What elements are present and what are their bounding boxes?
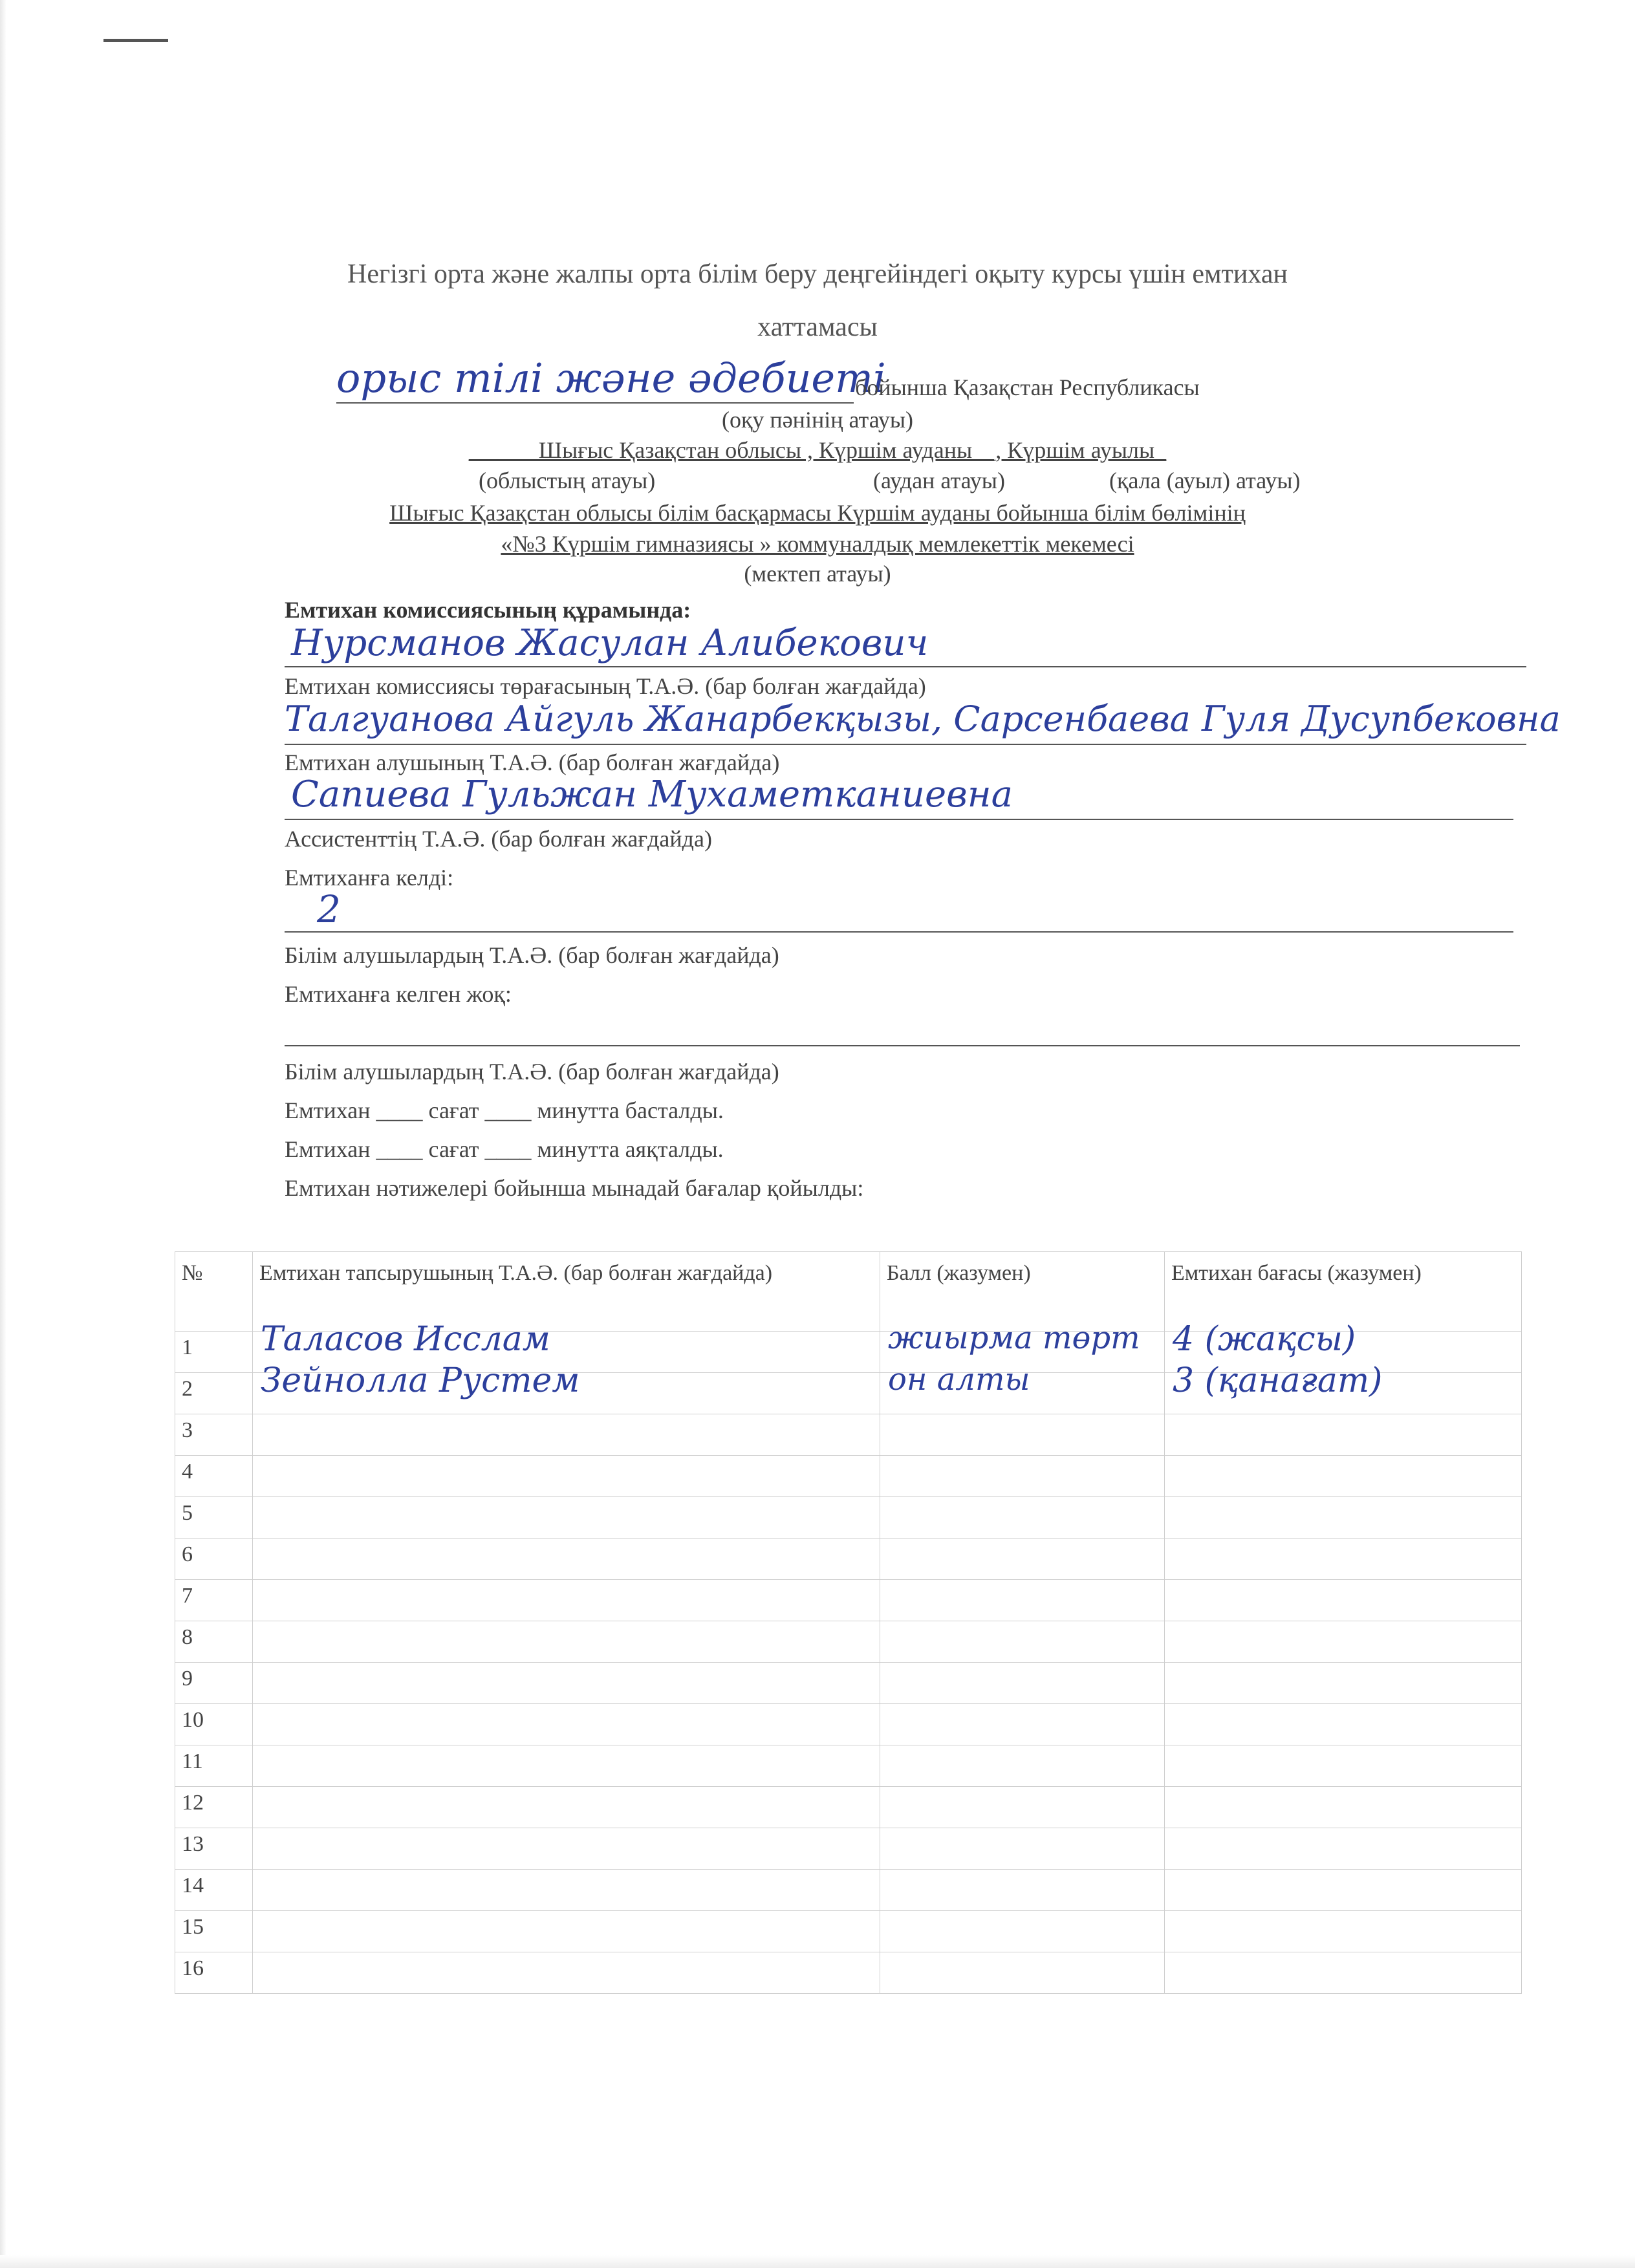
subject-caption: (оқу пәнінің атауы) — [721, 407, 914, 433]
subject-suffix: бойынша Қазақстан Республикасы — [855, 374, 1200, 400]
row-number: 16 — [175, 1952, 253, 1994]
student-name-cell — [253, 1497, 880, 1539]
student-name-handwritten: Таласов Исслам — [261, 1320, 550, 1359]
table-row — [175, 1373, 1522, 1414]
header-score: Балл (жазумен) — [880, 1252, 1165, 1332]
row-number: 10 — [175, 1704, 253, 1745]
student-name-cell — [253, 1787, 880, 1828]
results-table — [175, 1251, 1522, 1994]
school-caption: (мектеп атауы) — [744, 561, 891, 587]
score-cell — [880, 1621, 1165, 1663]
score-cell — [880, 1361, 1165, 1414]
score-cell — [880, 1663, 1165, 1704]
table-row — [175, 1621, 1522, 1663]
attended-caption: Білім алушылардың Т.А.Ә. (бар болған жағдайда) — [285, 942, 779, 968]
header-grade: Емтихан бағасы (жазумен) — [1165, 1252, 1522, 1332]
row-number: 1 — [175, 1332, 253, 1373]
absent-label: Емтиханға келген жоқ: — [285, 981, 512, 1007]
row-number: 3 — [175, 1414, 253, 1456]
score-cell — [880, 1539, 1165, 1580]
student-name-cell — [253, 1870, 880, 1911]
score-cell — [880, 1497, 1165, 1539]
score-cell — [880, 1870, 1165, 1911]
attended-label: Емтиханға келді: — [285, 865, 454, 891]
grade-cell — [1165, 1952, 1522, 1994]
region-caption-oblast: (облыстың атауы) — [479, 468, 656, 493]
table-row — [175, 1539, 1522, 1580]
table-row — [175, 1663, 1522, 1704]
grade-cell — [1165, 1361, 1522, 1414]
exam-start-line: Емтихан ____ сағат ____ минутта басталды. — [285, 1097, 724, 1123]
student-name-cell — [253, 1828, 880, 1870]
table-row — [175, 1787, 1522, 1828]
score-handwritten: жиырма төрт — [888, 1320, 1140, 1356]
exam-end-line: Емтихан ____ сағат ____ минутта аяқталды. — [285, 1136, 724, 1162]
grade-cell — [1165, 1745, 1522, 1787]
row-number: 9 — [175, 1663, 253, 1704]
examiners-caption: Емтихан алушының Т.А.Ә. (бар болған жағдайда) — [285, 750, 780, 775]
score-cell — [880, 1745, 1165, 1787]
document-title-line1: Негізгі орта және жалпы орта білім беру деңгейіндегі оқыту курсы үшін емтихан — [347, 259, 1288, 289]
scan-bottom-edge — [0, 2255, 1635, 2268]
student-name-cell — [253, 1621, 880, 1663]
score-cell — [880, 1828, 1165, 1870]
score-cell — [880, 1704, 1165, 1745]
table-row — [175, 1456, 1522, 1497]
attended-fill-line — [285, 931, 1513, 933]
grade-cell — [1165, 1456, 1522, 1497]
grade-handwritten: 4 (жақсы) — [1173, 1320, 1356, 1359]
student-name-cell — [253, 1704, 880, 1745]
chair-name-handwritten: Нурсманов Жасулан Алибекович — [291, 622, 929, 664]
row-number: 14 — [175, 1870, 253, 1911]
table-row — [175, 1870, 1522, 1911]
student-name-cell — [253, 1580, 880, 1621]
commission-heading: Емтихан комиссиясының құрамында: — [285, 597, 691, 623]
student-name-cell — [253, 1663, 880, 1704]
absent-fill-line — [285, 1045, 1520, 1046]
table-row — [175, 1828, 1522, 1870]
grade-cell — [1165, 1539, 1522, 1580]
grade-cell — [1165, 1828, 1522, 1870]
grade-cell — [1165, 1497, 1522, 1539]
grade-cell — [1165, 1787, 1522, 1828]
grades-intro-line: Емтихан нәтижелері бойынша мынадай бағалар қойылды: — [285, 1175, 864, 1201]
student-name-cell — [253, 1361, 880, 1414]
row-number: 6 — [175, 1539, 253, 1580]
header-number: № — [175, 1252, 253, 1332]
row-number: 13 — [175, 1828, 253, 1870]
row-number: 8 — [175, 1621, 253, 1663]
grade-cell — [1165, 1911, 1522, 1952]
subject-handwritten: орыс тілі және әдебиеті — [336, 354, 886, 402]
score-cell — [880, 1580, 1165, 1621]
table-row — [175, 1497, 1522, 1539]
table-row — [175, 1952, 1522, 1994]
score-cell — [880, 1414, 1165, 1456]
row-number: 7 — [175, 1580, 253, 1621]
row-number: 4 — [175, 1456, 253, 1497]
table-row — [175, 1745, 1522, 1787]
row-number: 11 — [175, 1745, 253, 1787]
grade-cell — [1165, 1870, 1522, 1911]
table-row — [175, 1414, 1522, 1456]
scan-corner-mark — [103, 39, 168, 42]
department-line: Шығыс Қазақстан облысы білім басқармасы Күршім ауданы бойынша білім бөлімінің — [389, 500, 1246, 526]
student-name-cell — [253, 1911, 880, 1952]
student-name-cell — [253, 1456, 880, 1497]
school-line: «№3 Күршім гимназиясы » коммуналдық мемлекеттік мекемесі — [501, 531, 1134, 557]
assistant-name-handwritten: Сапиева Гульжан Мухаметканиевна — [291, 773, 1013, 815]
row-number: 15 — [175, 1911, 253, 1952]
document-title-line2: хаттамасы — [757, 312, 878, 342]
row-number: 5 — [175, 1497, 253, 1539]
table-row — [175, 1704, 1522, 1745]
region-caption-city: (қала (ауыл) атауы) — [1109, 468, 1301, 493]
grade-cell — [1165, 1704, 1522, 1745]
student-name-cell — [253, 1414, 880, 1456]
chair-fill-line — [285, 666, 1526, 667]
row-number: 2 — [175, 1373, 253, 1414]
chair-caption: Емтихан комиссиясы төрағасының Т.А.Ә. (бар болған жағдайда) — [285, 673, 926, 699]
assistant-fill-line — [285, 819, 1513, 820]
examiners-name-handwritten: Талгуанова Айгуль Жанарбекқызы, Сарсенбаева Гуля Дусупбековна — [285, 698, 1561, 739]
attended-count-handwritten: 2 — [317, 887, 341, 931]
assistant-caption: Ассистенттің Т.А.Ә. (бар болған жағдайда) — [285, 826, 712, 852]
score-cell — [880, 1456, 1165, 1497]
grade-handwritten: 3 (қанағат) — [1173, 1361, 1383, 1400]
student-name-cell — [253, 1745, 880, 1787]
student-name-cell — [253, 1952, 880, 1994]
grade-cell — [1165, 1580, 1522, 1621]
grade-cell — [1165, 1414, 1522, 1456]
table-row — [175, 1911, 1522, 1952]
score-cell — [880, 1911, 1165, 1952]
grade-cell — [1165, 1663, 1522, 1704]
score-handwritten: он алты — [888, 1361, 1030, 1398]
score-cell — [880, 1787, 1165, 1828]
student-name-cell — [253, 1539, 880, 1580]
row-number: 12 — [175, 1787, 253, 1828]
grade-cell — [1165, 1621, 1522, 1663]
header-student-name: Емтихан тапсырушының Т.А.Ә. (бар болған жағдайда) — [253, 1252, 880, 1332]
table-row — [175, 1580, 1522, 1621]
subject-fill-line — [336, 402, 854, 404]
examiners-fill-line — [285, 744, 1526, 745]
region-caption-district: (аудан атауы) — [873, 468, 1005, 493]
absent-caption: Білім алушылардың Т.А.Ә. (бар болған жағдайда) — [285, 1059, 779, 1085]
student-name-handwritten: Зейнолла Рустем — [261, 1361, 580, 1400]
region-line: ______Шығыс Қазақстан облысы , Күршім ауданы__, Күршім ауылы_ — [468, 437, 1167, 463]
score-cell — [880, 1952, 1165, 1994]
